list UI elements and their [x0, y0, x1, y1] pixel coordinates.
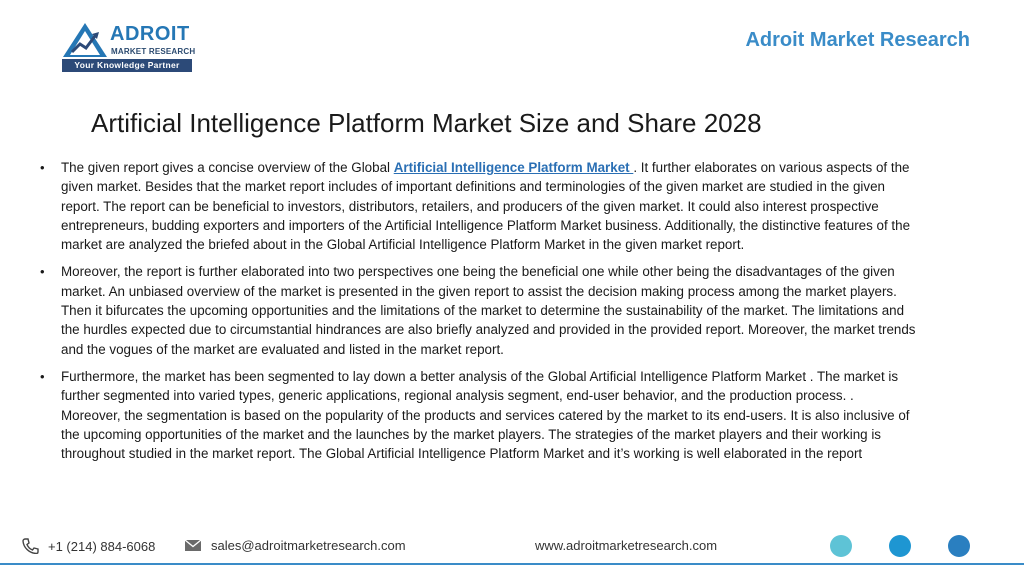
bullet-item	[40, 262, 916, 358]
logo-subtitle: MARKET RESEARCH	[111, 47, 196, 56]
logo	[58, 20, 198, 74]
bullet-item	[40, 367, 916, 463]
bullet-text-before-link: The given report gives a concise overview of the Global	[61, 160, 394, 175]
logo-triangle-icon	[62, 22, 108, 58]
decorative-dot	[830, 535, 852, 557]
footer-website-text[interactable]: www.adroitmarketresearch.com	[535, 538, 718, 553]
footer-divider	[0, 563, 1024, 565]
bullet-text: Moreover, the report is further elaborated into two perspectives one being the beneficial one while other being the disadvantages of the given market. An unbiased overview of the market is presented in the given report to assist the decision making process among the market players. Then it bifurcates the upcoming opportunities and the limitations of the market to determine the sustainability of the market. The limitations and the hurdles expected due to circumstantial hindrances are also briefly analyzed and provided in the provided report. Moreover, the market trends and the vogues of the market are evaluated and listed in the market report.	[61, 264, 916, 357]
brand-name: Adroit Market Research	[745, 29, 970, 51]
decorative-dot	[948, 535, 970, 557]
bullet-text	[61, 160, 910, 252]
footer-phone	[21, 538, 155, 554]
bullet-item	[40, 158, 916, 254]
bullet-text-after-link: . It further elaborates on various aspects of the given market. Besides that the market report includes of important definitions and terminologies of the given market are studied in the given report. The report can be beneficial to investors, distributors, retailers, and producers of the given market. It could also interest prospective entrepreneurs, budding exporters and importers of the Artificial Intelligence Platform Market business. Additionally, the distinctive features of the market are analyzed the briefed about in the Global Artificial Intelligence Platform Market in the given market report.	[61, 160, 911, 253]
logo-tagline: Your Knowledge Partner	[62, 59, 192, 72]
bullet-text: Furthermore, the market has been segmented to lay down a better analysis of the Global Artificial Intelligence Platform Market . The market is further segmented into varied types, generic applications, regional analysis segment, end-user behavior, and the production process. . Moreover, the segmentation is based on the popularity of the products and services catered by the market to its end-users. It is also inclusive of the upcoming opportunities of the market and the launches by the market players. The strategies of the market players and their working is throughout studied in the market report. The Global Artificial Intelligence Platform Market and it’s working is well elaborated in the report	[61, 368, 910, 462]
content-bullets	[40, 158, 916, 471]
footer-website[interactable]	[535, 538, 717, 553]
footer-email	[184, 538, 406, 553]
market-report-link[interactable]: Artificial Intelligence Platform Market	[393, 160, 634, 175]
decorative-dot	[889, 535, 911, 557]
footer-phone-text: +1 (214) 884-6068	[48, 538, 156, 554]
logo-name: ADROIT	[110, 23, 190, 45]
footer-email-text[interactable]: sales@adroitmarketresearch.com	[211, 538, 406, 553]
phone-icon	[21, 538, 39, 554]
bullet-marker: •	[40, 160, 45, 175]
envelope-icon	[184, 539, 202, 552]
bullet-marker: •	[40, 368, 45, 384]
page-title: Artificial Intelligence Platform Market Size and Share 2028	[91, 108, 762, 138]
bullet-marker: •	[40, 264, 45, 280]
